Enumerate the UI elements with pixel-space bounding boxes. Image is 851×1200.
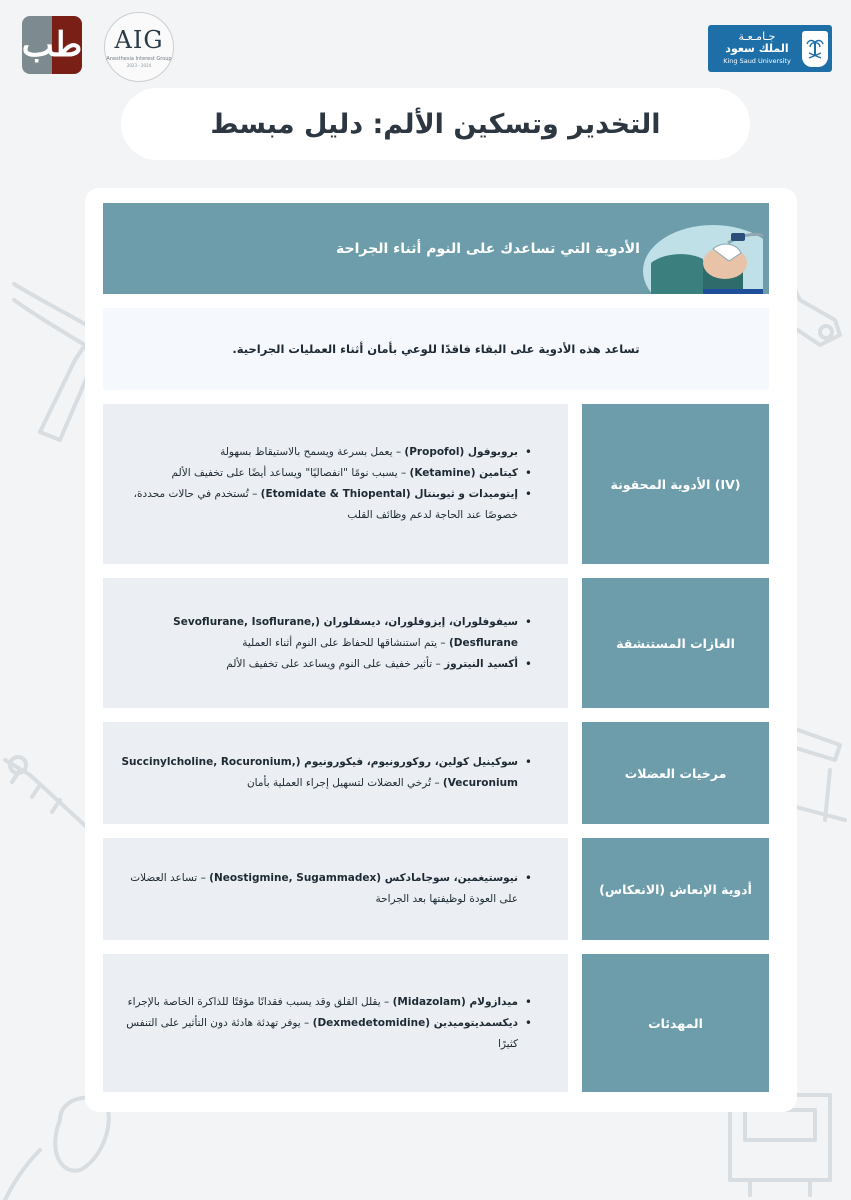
row-label-text: (IV) الأدوية المحقونة xyxy=(610,476,741,492)
list-item xyxy=(121,654,532,675)
tib-logo xyxy=(22,16,82,74)
drug-description: – يعمل بسرعة ويسمح بالاستيقاظ بسهولة xyxy=(220,446,405,458)
drug-description: – تساعد العضلات على العودة لوظيفتها بعد الجراحة xyxy=(130,872,518,905)
ksu-logo xyxy=(708,25,832,72)
drug-name: بروبوفول (Propofol) xyxy=(404,446,518,458)
aig-logo-years: 2023 - 2024 xyxy=(126,63,152,68)
row-label-sedatives xyxy=(582,954,769,1092)
list-item xyxy=(121,463,532,484)
drug-list xyxy=(121,442,532,526)
ksu-logo-arabic-line1: جـامـعـة xyxy=(738,30,776,43)
list-item xyxy=(121,1013,532,1055)
drug-description: – تُرخي العضلات لتسهيل إجراء العملية بأمان xyxy=(246,777,443,789)
section-header xyxy=(103,203,769,294)
tib-logo-mark: طب xyxy=(22,25,82,65)
row-content-muscle-relaxants xyxy=(103,722,568,824)
drug-list xyxy=(121,612,532,675)
drug-name: كيتامين (Ketamine) xyxy=(409,467,518,479)
row-label-text: أدوية الإنعاش (الانعكاس) xyxy=(599,881,752,897)
drug-list xyxy=(121,868,532,910)
drug-description: – تُستخدم في حالات محددة، خصوصًا عند الحاجة لدعم وظائف القلب xyxy=(133,488,518,521)
row-content-reversal-drugs xyxy=(103,838,568,940)
row-content-inhaled-gases xyxy=(103,578,568,708)
row-label-reversal-drugs xyxy=(582,838,769,940)
drug-name: نيوستيغمين، سوجامادكس (Neostigmine, Sugammadex) xyxy=(209,872,518,884)
patient-anesthesia-mask-icon xyxy=(633,213,763,294)
drug-list xyxy=(121,752,532,794)
page-title: التخدير وتسكين الألم: دليل مبسط xyxy=(210,108,661,140)
intro-text: تساعد هذه الأدوية على البقاء فاقدًا للوعي بأمان أثناء العمليات الجراحية. xyxy=(232,342,640,356)
list-item xyxy=(121,752,532,794)
aig-logo-subtitle: Anesthesia Interest Group xyxy=(106,56,172,62)
aig-logo xyxy=(104,12,174,82)
row-label-text: المهدئات xyxy=(648,1015,703,1031)
drug-description: – يتم استنشاقها للحفاظ على النوم أثناء العملية xyxy=(242,636,449,649)
drug-name: سيفوفلوران، إيزوفلوران، ديسفلوران (Sevoflurane, Isoflurane, Desflurane) xyxy=(173,615,518,649)
row-label-text: الغازات المستنشقة xyxy=(616,635,735,651)
intro-box xyxy=(103,308,769,390)
list-item xyxy=(121,484,532,526)
palm-emblem-icon xyxy=(802,31,828,67)
drug-name: أكسيد النيتروز xyxy=(444,657,518,670)
drug-description: – يوفر تهدئة هادئة دون التأثير على التنفس كثيرًا xyxy=(126,1016,518,1050)
row-content-iv-drugs xyxy=(103,404,568,564)
drug-name: سوكينيل كولين، روكورونيوم، فيكورونيوم (Succinylcholine, Rocuronium, Vecuronium) xyxy=(121,756,518,789)
drug-description: – تأثير خفيف على النوم ويساعد على تخفيف الألم xyxy=(226,657,445,670)
drug-description: – يقلل القلق وقد يسبب فقدانًا مؤقتًا للذاكرة الخاصة بالإجراء xyxy=(127,995,393,1008)
row-label-inhaled-gases xyxy=(582,578,769,708)
drug-list xyxy=(121,992,532,1055)
drug-description: – يسبب نومًا "انفصاليًا" ويساعد أيضًا على تخفيف الألم xyxy=(171,467,410,479)
row-label-iv-drugs xyxy=(582,404,769,564)
row-content-sedatives xyxy=(103,954,568,1092)
list-item xyxy=(121,442,532,463)
list-item xyxy=(121,992,532,1013)
drug-name: ميدازولام (Midazolam) xyxy=(392,995,518,1008)
section-header-title: الأدوية التي تساعدك على النوم أثناء الجراحة xyxy=(336,240,640,257)
aig-logo-text: AIG xyxy=(114,26,164,54)
list-item xyxy=(121,612,532,654)
row-label-text: مرخيات العضلات xyxy=(624,765,727,781)
ksu-logo-arabic-line2: الملك سعود xyxy=(725,42,789,55)
drug-name: ديكسمديتوميدين (Dexmedetomidine) xyxy=(312,1016,518,1029)
drug-name: إيتوميدات و ثيوبنتال (Etomidate & Thiopental) xyxy=(260,488,518,500)
row-label-muscle-relaxants xyxy=(582,722,769,824)
ksu-logo-english: King Saud University xyxy=(723,57,791,65)
list-item xyxy=(121,868,532,910)
title-banner xyxy=(121,88,750,160)
